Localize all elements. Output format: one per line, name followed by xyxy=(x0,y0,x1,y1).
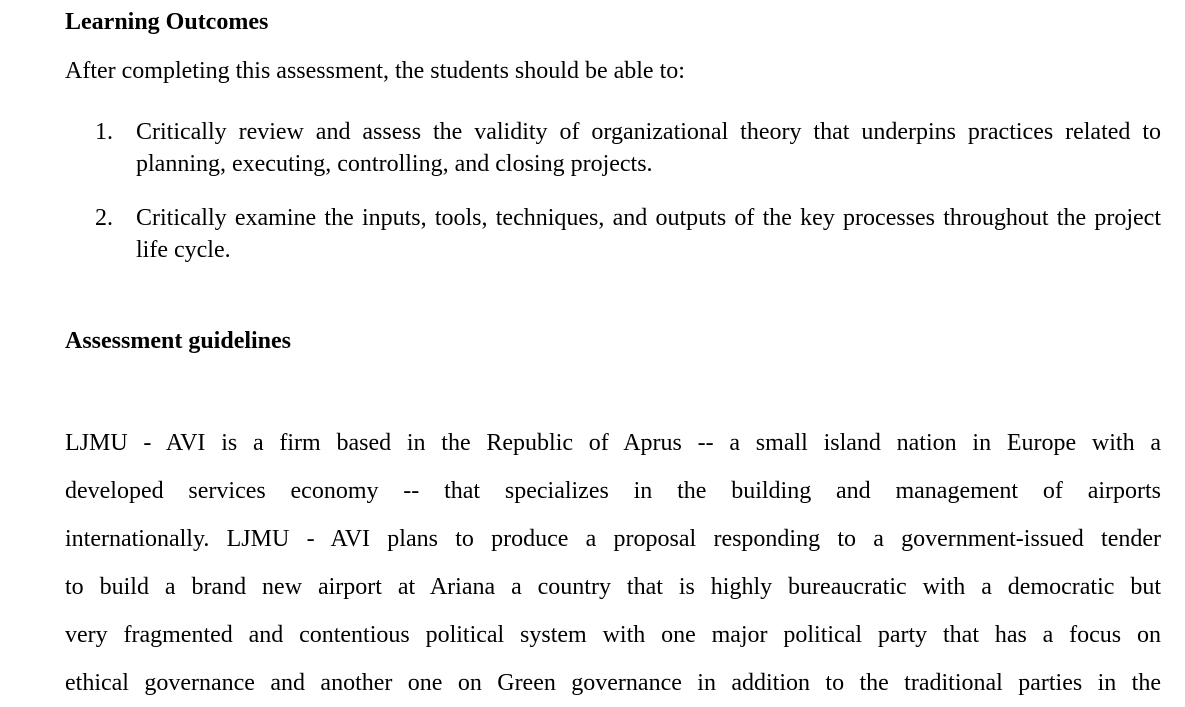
assessment-guidelines-paragraph xyxy=(65,419,1161,707)
learning-outcomes-intro: After completing this assessment, the students should be able to: xyxy=(65,58,685,84)
paragraph-line: ethical governance and another one on Green governance in addition to the traditional parties in the xyxy=(65,670,1161,696)
learning-outcomes-list xyxy=(65,116,1161,266)
paragraph-line: very fragmented and contentious political system with one major political party that has a focus on xyxy=(65,622,1161,648)
list-item-number: 2. xyxy=(95,205,113,231)
learning-outcomes-heading: Learning Outcomes xyxy=(65,9,269,35)
list-item xyxy=(65,116,1161,180)
paragraph-line: internationally. LJMU - AVI plans to produce a proposal responding to a government-issued tender xyxy=(65,526,1161,552)
paragraph-line: LJMU - AVI is a firm based in the Republic of Aprus -- a small island nation in Europe with a xyxy=(65,430,1161,456)
paragraph-line: to build a brand new airport at Ariana a country that is highly bureaucratic with a democratic but xyxy=(65,574,1161,600)
list-item-number: 1. xyxy=(95,119,113,145)
list-item-text: Critically examine the inputs, tools, techniques, and outputs of the key processes throughout the project life cycle. xyxy=(136,205,1161,263)
list-item xyxy=(65,202,1161,266)
paragraph-line: developed services economy -- that specializes in the building and management of airports xyxy=(65,478,1161,504)
assessment-guidelines-heading: Assessment guidelines xyxy=(65,328,292,354)
list-item-text: Critically review and assess the validity of organizational theory that underpins practices related to planning, executing, controlling, and closing projects. xyxy=(136,119,1161,177)
